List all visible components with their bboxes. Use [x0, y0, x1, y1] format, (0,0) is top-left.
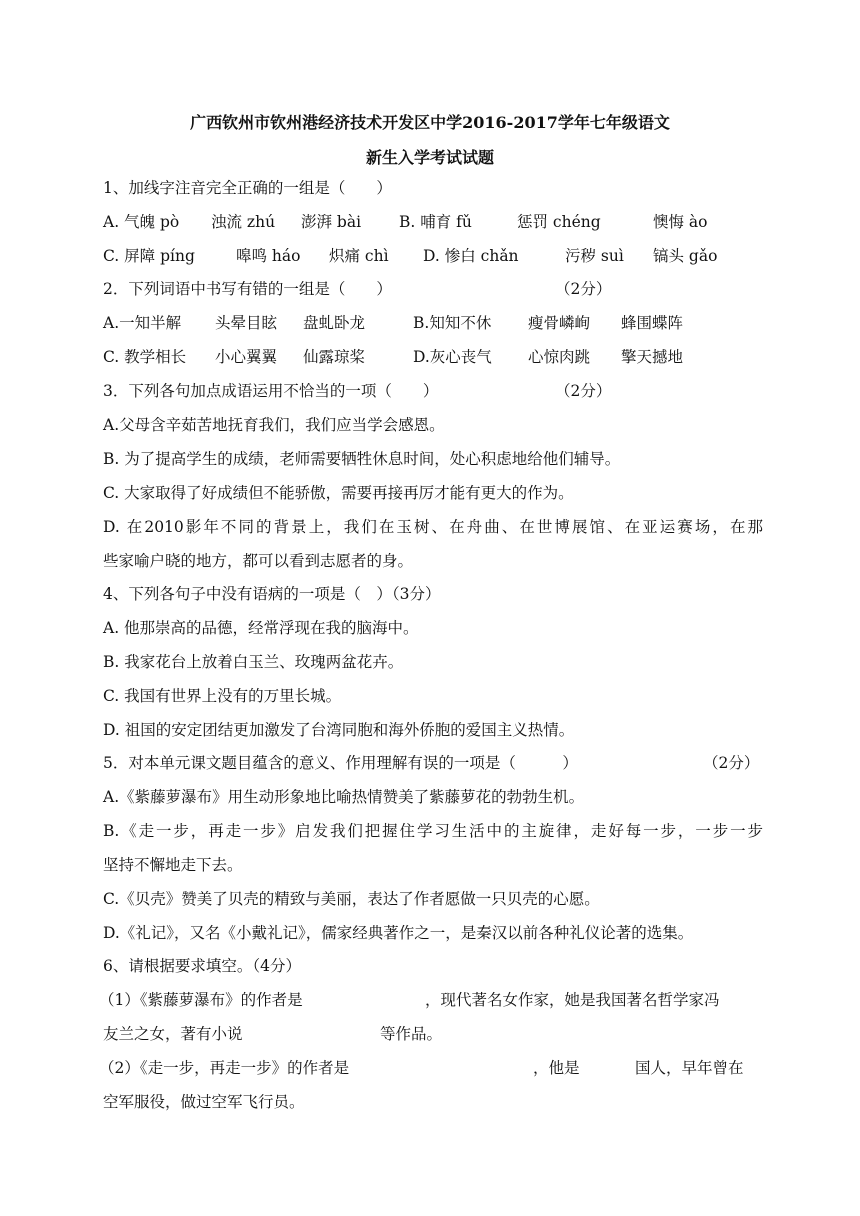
q1-stem-text: 1、加线字注音完全正确的一组是（ ） — [103, 179, 392, 197]
q4-option-d: D. 祖国的安定团结更加激发了台湾同胞和海外侨胞的爱国主义热情。 — [103, 721, 575, 739]
q2-option: 小心翼翼 — [215, 348, 278, 366]
q1-options-ab — [103, 212, 763, 234]
q1-option: 炽痛 chì — [329, 247, 389, 265]
q2-options-cd — [103, 347, 763, 369]
q4-option-b: B. 我家花台上放着白玉兰、玫瑰两盆花卉。 — [103, 653, 404, 671]
q1-option: A. 气魄 pò — [103, 213, 180, 231]
q6-part1-line2 — [103, 1024, 763, 1046]
q2-stem — [103, 279, 763, 301]
q4-stem: 4、下列各句子中没有语病的一项是（ ）（3分） — [103, 585, 441, 603]
q6-part1-line1 — [99, 990, 763, 1012]
q1-option: 污秽 suì — [565, 247, 624, 265]
q2-option: 仙露琼桨 — [303, 348, 366, 366]
q1-option: C. 屏障 píng — [103, 247, 195, 265]
q2-option: 心惊肉跳 — [528, 348, 591, 366]
q2-option: 瘦骨嶙峋 — [528, 314, 591, 332]
exam-title-line1: 广西钦州市钦州港经济技术开发区中学2016-2017学年七年级语文 — [190, 113, 670, 132]
q6-part2-text-a: （2）《走一步，再走一步》的作者是 — [99, 1059, 350, 1077]
q2-score: （2分） — [555, 280, 612, 298]
q5-score: （2分） — [703, 754, 760, 772]
q3-option-d-line1: D. 在2010影年不同的背景上，我们在玉树、在舟曲、在世博展馆、在亚运赛场，在那 — [103, 518, 763, 536]
q3-score: （2分） — [555, 382, 612, 400]
q6-part1-text-d: 等作品。 — [380, 1025, 443, 1043]
q2-option: C. 教学相长 — [103, 348, 187, 366]
q1-option: 懊悔 ào — [653, 213, 708, 231]
q5-stem — [103, 753, 763, 775]
q2-option: A.一知半解 — [103, 314, 182, 332]
q1-options-cd — [103, 246, 763, 268]
q1-option: 镐头 gǎo — [653, 247, 718, 265]
q5-option-b-line1: B.《走一步，再走一步》启发我们把握住学习生活中的主旋律，走好每一步，一步一步 — [103, 822, 763, 840]
q2-options-ab — [103, 313, 763, 335]
q1-option: D. 惨白 chǎn — [423, 247, 519, 265]
q3-option-c: C. 大家取得了好成绩但不能骄傲，需要再接再厉才能有更大的作为。 — [103, 484, 574, 502]
q2-option: 蜂围蝶阵 — [621, 314, 684, 332]
q2-option: 头晕目眩 — [215, 314, 278, 332]
q2-option: B.知知不休 — [413, 314, 492, 332]
q6-part2-text-b: ，他是 — [533, 1059, 580, 1077]
exam-title-line2: 新生入学考试试题 — [365, 148, 494, 167]
q5-option-c: C.《贝壳》赞美了贝壳的精致与美丽，表达了作者愿做一只贝壳的心愿。 — [103, 890, 600, 908]
q3-stem-text: 3．下列各句加点成语运用不恰当的一项（ ） — [103, 382, 439, 400]
q3-option-d-line2: 些家喻户晓的地方，都可以看到志愿者的身。 — [103, 552, 414, 570]
q6-part1-text-a: （1）《紫藤萝瀑布》的作者是 — [99, 991, 303, 1009]
q1-stem — [103, 178, 763, 200]
q5-option-d: D.《礼记》，又名《小戴礼记》，儒家经典著作之一，是秦汉以前各种礼仪论著的选集。 — [103, 924, 694, 942]
q1-option: B. 哺育 fǔ — [399, 213, 472, 231]
q6-part2-line2: 空军服役，做过空军飞行员。 — [103, 1093, 305, 1111]
q1-option: 嗥鸣 háo — [236, 247, 301, 265]
q3-stem — [103, 381, 763, 403]
q6-stem: 6、请根据要求填空。（4分） — [103, 957, 301, 975]
q6-part2-line1 — [99, 1058, 763, 1080]
q2-option: 盘虬卧龙 — [303, 314, 366, 332]
q4-option-a: A. 他那崇高的品德，经常浮现在我的脑海中。 — [103, 619, 419, 637]
q1-option: 浊流 zhú — [211, 213, 276, 231]
q3-option-b: B. 为了提高学生的成绩，老师需要牺牲休息时间，处心积虑地给他们辅导。 — [103, 450, 621, 468]
q1-option: 惩罚 chéng — [517, 213, 601, 231]
q6-part1-text-b: ，现代著名女作家，她是我国著名哲学家冯 — [425, 991, 720, 1009]
q5-stem-text: 5．对本单元课文题目蕴含的意义、作用理解有误的一项是（ ） — [103, 754, 578, 772]
q6-part2-text-c: 国人，早年曾在 — [635, 1059, 744, 1077]
q2-stem-text: 2．下列词语中书写有错的一组是（ ） — [103, 280, 392, 298]
q2-option: 擎天撼地 — [621, 348, 684, 366]
q4-option-c: C. 我国有世界上没有的万里长城。 — [103, 687, 342, 705]
q5-option-a: A.《紫藤萝瀑布》用生动形象地比喻热情赞美了紫藤萝花的勃勃生机。 — [103, 788, 585, 806]
q2-option: D.灰心丧气 — [413, 348, 492, 366]
q3-option-a: A.父母含辛茹苦地抚育我们，我们应当学会感恩。 — [103, 416, 445, 434]
q1-option: 澎湃 bài — [301, 213, 362, 231]
q5-option-b-line2: 坚持不懈地走下去。 — [103, 856, 243, 874]
q6-part1-text-c: 友兰之女，著有小说 — [103, 1025, 243, 1043]
